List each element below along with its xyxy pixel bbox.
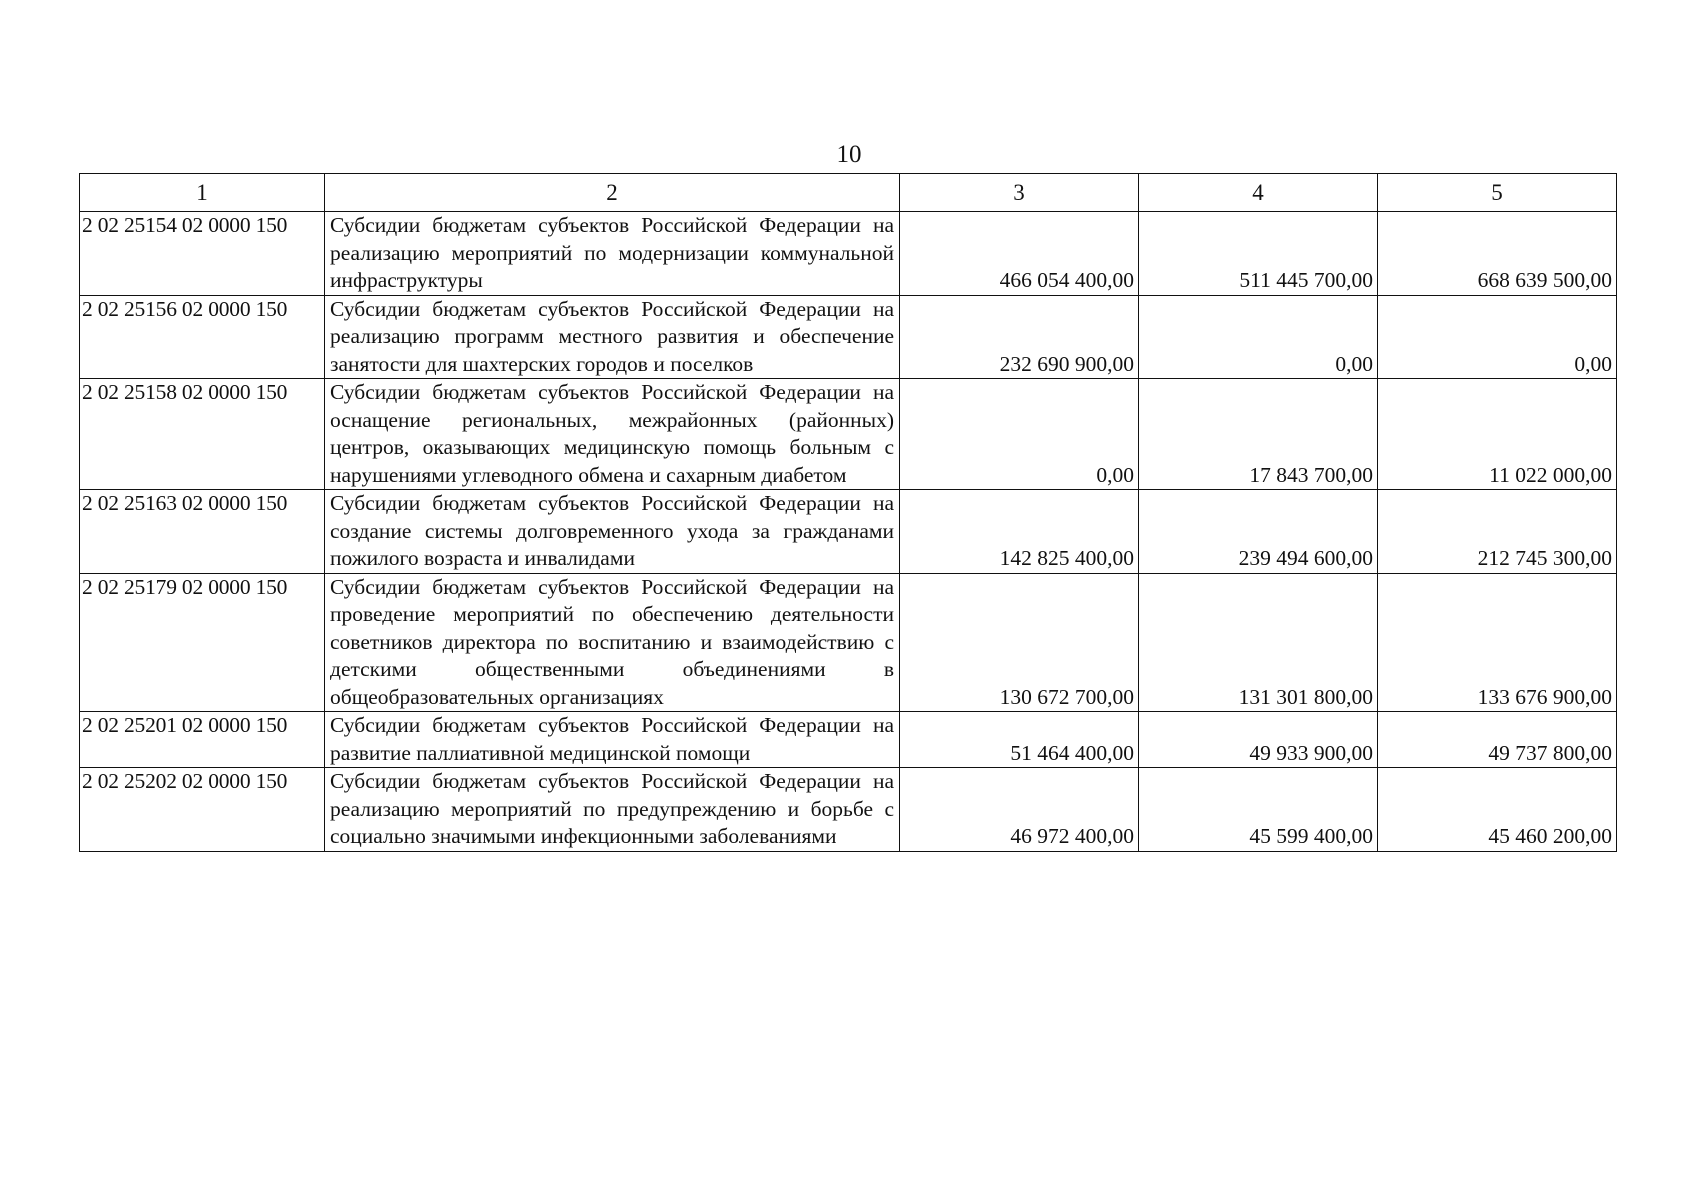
column-header-2: 2 bbox=[325, 174, 900, 212]
description-cell: Субсидии бюджетам субъектов Российской Федерации на реализацию мероприятий по модернизации коммунальной инфраструктуры bbox=[325, 212, 900, 296]
budget-code-cell: 2 02 25163 02 0000 150 bbox=[80, 490, 325, 574]
budget-revenue-table bbox=[79, 173, 1617, 852]
amount-col3-cell: 46 972 400,00 bbox=[900, 768, 1139, 852]
amount-col4-cell: 131 301 800,00 bbox=[1139, 573, 1378, 712]
column-header-1: 1 bbox=[80, 174, 325, 212]
amount-col3-cell: 130 672 700,00 bbox=[900, 573, 1139, 712]
amount-col5-cell: 49 737 800,00 bbox=[1378, 712, 1617, 768]
description-cell: Субсидии бюджетам субъектов Российской Федерации на оснащение региональных, межрайонных (районных) центров, оказывающих медицинскую помощь больным с нарушениями углеводного обмена и сахарным диабетом bbox=[325, 379, 900, 490]
budget-code-cell: 2 02 25179 02 0000 150 bbox=[80, 573, 325, 712]
amount-col3-cell: 0,00 bbox=[900, 379, 1139, 490]
table-row bbox=[80, 295, 1617, 379]
table-row bbox=[80, 379, 1617, 490]
amount-col5-cell: 0,00 bbox=[1378, 295, 1617, 379]
column-header-3: 3 bbox=[900, 174, 1139, 212]
description-cell: Субсидии бюджетам субъектов Российской Федерации на реализацию программ местного развития и обеспечение занятости для шахтерских городов и поселков bbox=[325, 295, 900, 379]
table-row bbox=[80, 712, 1617, 768]
amount-col3-cell: 232 690 900,00 bbox=[900, 295, 1139, 379]
budget-code-cell: 2 02 25156 02 0000 150 bbox=[80, 295, 325, 379]
amount-col3-cell: 466 054 400,00 bbox=[900, 212, 1139, 296]
amount-col3-cell: 142 825 400,00 bbox=[900, 490, 1139, 574]
amount-col5-cell: 11 022 000,00 bbox=[1378, 379, 1617, 490]
table-row bbox=[80, 212, 1617, 296]
amount-col4-cell: 239 494 600,00 bbox=[1139, 490, 1378, 574]
amount-col4-cell: 17 843 700,00 bbox=[1139, 379, 1378, 490]
amount-col4-cell: 0,00 bbox=[1139, 295, 1378, 379]
budget-code-cell: 2 02 25201 02 0000 150 bbox=[80, 712, 325, 768]
budget-code-cell: 2 02 25202 02 0000 150 bbox=[80, 768, 325, 852]
description-cell: Субсидии бюджетам субъектов Российской Федерации на проведение мероприятий по обеспечению деятельности советников директора по воспитанию и взаимодействию с детскими общественными объединениями в общеобразовательных организациях bbox=[325, 573, 900, 712]
amount-col5-cell: 668 639 500,00 bbox=[1378, 212, 1617, 296]
amount-col4-cell: 49 933 900,00 bbox=[1139, 712, 1378, 768]
amount-col3-cell: 51 464 400,00 bbox=[900, 712, 1139, 768]
amount-col5-cell: 45 460 200,00 bbox=[1378, 768, 1617, 852]
amount-col4-cell: 511 445 700,00 bbox=[1139, 212, 1378, 296]
table-header-row bbox=[80, 174, 1617, 212]
column-header-5: 5 bbox=[1378, 174, 1617, 212]
description-cell: Субсидии бюджетам субъектов Российской Федерации на реализацию мероприятий по предупреждению и борьбе с социально значимыми инфекционными заболеваниями bbox=[325, 768, 900, 852]
description-cell: Субсидии бюджетам субъектов Российской Федерации на развитие паллиативной медицинской помощи bbox=[325, 712, 900, 768]
table-row bbox=[80, 490, 1617, 574]
table-row bbox=[80, 768, 1617, 852]
amount-col4-cell: 45 599 400,00 bbox=[1139, 768, 1378, 852]
amount-col5-cell: 212 745 300,00 bbox=[1378, 490, 1617, 574]
page-number: 10 bbox=[836, 141, 862, 168]
budget-code-cell: 2 02 25154 02 0000 150 bbox=[80, 212, 325, 296]
description-cell: Субсидии бюджетам субъектов Российской Федерации на создание системы долговременного ухода за гражданами пожилого возраста и инвалидами bbox=[325, 490, 900, 574]
column-header-4: 4 bbox=[1139, 174, 1378, 212]
amount-col5-cell: 133 676 900,00 bbox=[1378, 573, 1617, 712]
budget-code-cell: 2 02 25158 02 0000 150 bbox=[80, 379, 325, 490]
table-row bbox=[80, 573, 1617, 712]
